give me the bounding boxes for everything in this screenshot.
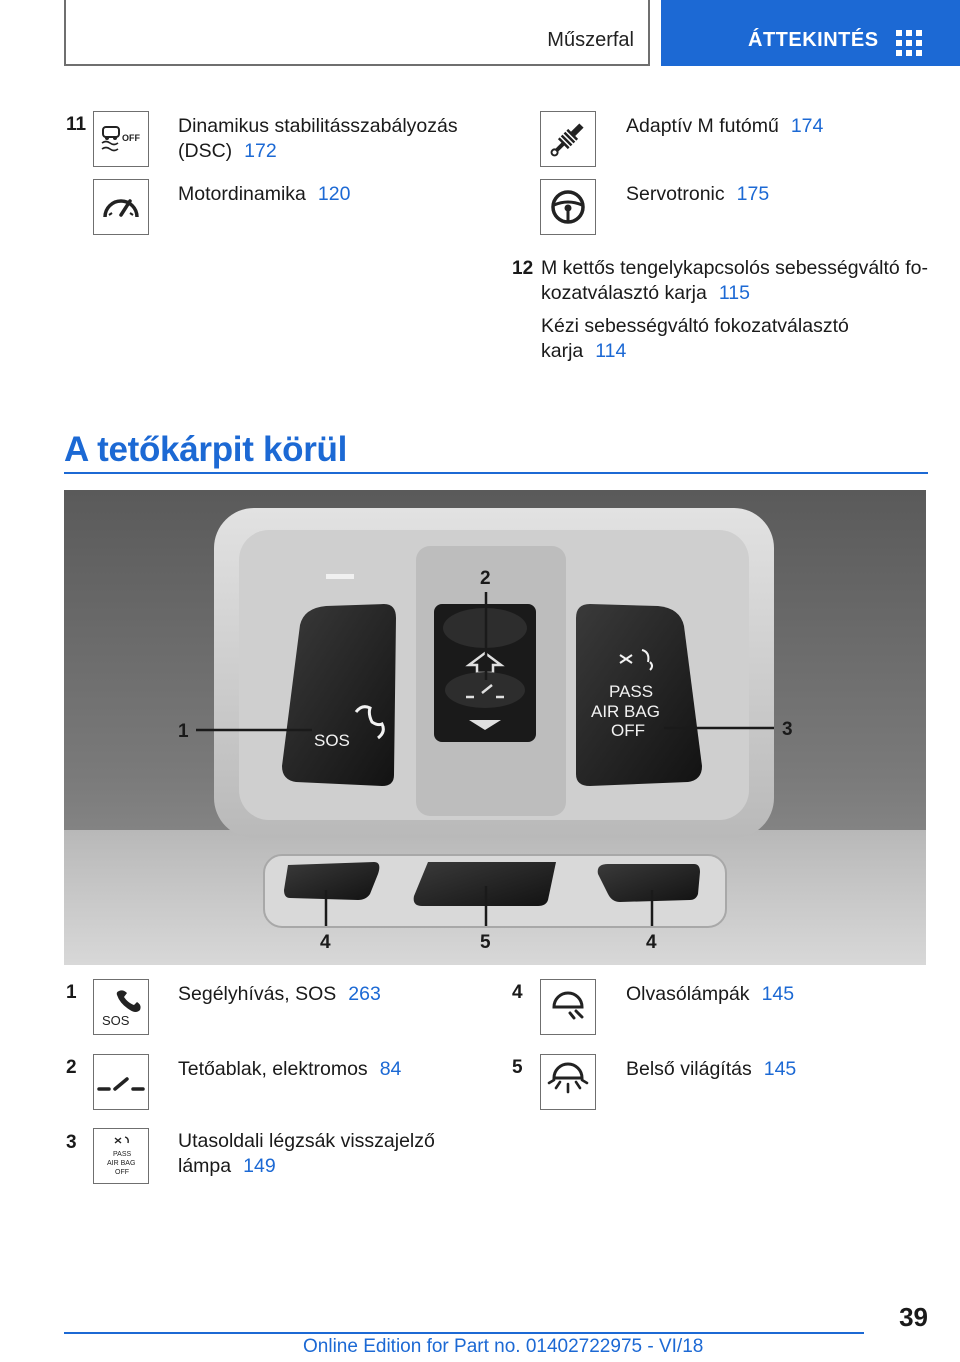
servotronic-text: Servotronic 175: [626, 183, 770, 205]
callout-1: 1: [178, 721, 189, 742]
page-link[interactable]: 120: [317, 183, 351, 205]
svg-text:PASS: PASS: [113, 1151, 132, 1158]
legend-number-4: 4: [512, 982, 523, 1003]
legend-number-5: 5: [512, 1057, 523, 1078]
page-link[interactable]: 175: [736, 183, 770, 205]
grid-menu-icon[interactable]: [896, 30, 922, 56]
page-link[interactable]: 115: [718, 282, 750, 304]
item-number-11: 11: [66, 114, 87, 135]
callout-4-right: 4: [646, 932, 657, 953]
legend-number-3: 3: [66, 1132, 77, 1153]
callout-4-left: 4: [320, 932, 331, 953]
page-link[interactable]: 145: [761, 983, 795, 1005]
item-number-12: 12: [512, 258, 534, 279]
svg-text:PASS: PASS: [609, 682, 654, 701]
dsc-off-icon: [93, 111, 149, 167]
footer-divider: [64, 1332, 864, 1334]
reading-light-icon: [540, 979, 596, 1035]
footer-edition: Online Edition for Part no. 01402722975 - VI/18: [303, 1336, 704, 1357]
legend-number-1: 1: [66, 982, 77, 1003]
svg-text:OFF: OFF: [611, 721, 645, 740]
adaptive-m-text: Adaptív M futómű 174: [626, 115, 824, 137]
svg-text:OFF: OFF: [122, 133, 140, 143]
header-section-tab: [64, 0, 650, 66]
page-link[interactable]: 114: [595, 340, 627, 362]
shock-absorber-icon: [540, 111, 596, 167]
page-number: 39: [899, 1302, 928, 1332]
sos-label: SOS: [314, 731, 350, 750]
legend-text-4: Olvasólámpák 145: [626, 983, 795, 1005]
callout-5: 5: [480, 932, 491, 953]
legend-text-5: Belső világítás 145: [626, 1058, 797, 1080]
legend-text-3: Utasoldali légzsák visszajelző lámpa 149: [178, 1130, 435, 1177]
svg-text:AIR BAG: AIR BAG: [591, 702, 660, 721]
page-link[interactable]: 84: [379, 1058, 402, 1080]
page-link[interactable]: 172: [244, 140, 277, 162]
legend-text-1: Segélyhívás, SOS 263: [178, 983, 381, 1005]
header-chapter-title: ÁTTEKINTÉS: [748, 29, 879, 51]
page-link[interactable]: 145: [763, 1058, 797, 1080]
svg-text:AIR BAG: AIR BAG: [107, 1160, 136, 1167]
page-link[interactable]: 174: [790, 115, 824, 137]
overhead-console-photo: [64, 490, 926, 965]
callout-3: 3: [782, 719, 793, 740]
sunroof-icon: [93, 1054, 149, 1110]
motor-dynamics-text: Motordinamika 120: [178, 183, 351, 205]
passenger-airbag-icon: [93, 1128, 149, 1184]
callout-2: 2: [480, 568, 491, 589]
header-chapter-tab[interactable]: [661, 0, 960, 66]
page-link[interactable]: 263: [348, 983, 381, 1005]
dsc-text: Dinamikus stabilitásszabályozás (DSC) 172: [178, 115, 458, 162]
motor-dynamics-icon: [93, 179, 149, 235]
header-section-title: Műszerfal: [547, 29, 634, 51]
legend-text-2: Tetőablak, elektromos 84: [178, 1058, 402, 1080]
svg-text:SOS: SOS: [102, 1013, 130, 1028]
legend-number-2: 2: [66, 1057, 77, 1078]
gear-selector-text: M kettős tengelykapcsolós sebességváltó fo- kozatválasztó karja 115 Kézi sebességváltó fokozatválasztó karja 114: [541, 257, 928, 362]
interior-light-icon: [540, 1054, 596, 1110]
page-link[interactable]: 149: [243, 1155, 276, 1177]
section-title: A tetőkárpit körül: [64, 430, 348, 469]
section-divider: [64, 472, 928, 474]
sos-call-icon: [93, 979, 149, 1035]
svg-text:OFF: OFF: [115, 1169, 129, 1176]
steering-wheel-icon: [540, 179, 596, 235]
